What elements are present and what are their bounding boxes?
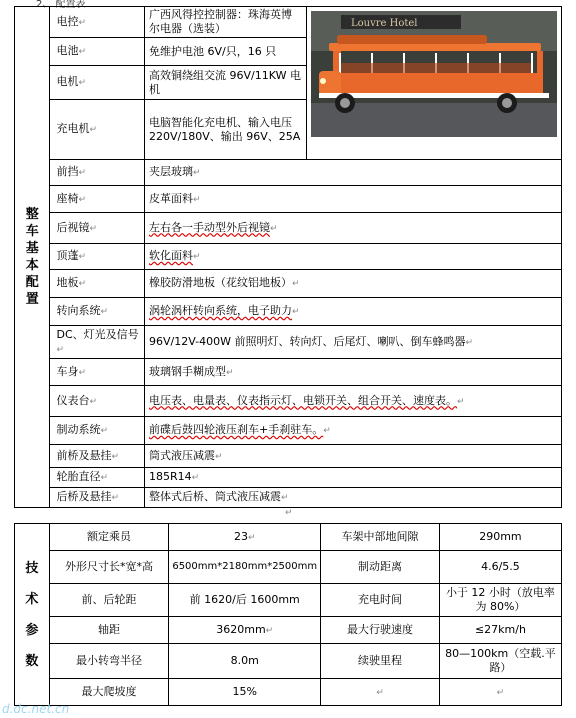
config-label: 电池↵ bbox=[50, 38, 145, 66]
config-value: 橡胶防滑地板（花纹铝地板）↵ bbox=[145, 270, 562, 298]
spec-key: 最大爬坡度 bbox=[49, 679, 169, 706]
config-value: 皮革面料↵ bbox=[145, 186, 562, 213]
config-value: 185R14↵ bbox=[145, 468, 562, 488]
spec-value: 小于 12 小时（放电率为 80%） bbox=[439, 584, 561, 617]
spec-key: 前、后轮距 bbox=[49, 584, 169, 617]
config-value: 整体式后桥、筒式液压减震↵ bbox=[145, 488, 562, 508]
spec-value: ≤27km/h bbox=[439, 617, 561, 644]
spec-key: 车架中部地间隙 bbox=[321, 524, 440, 551]
spec-value: 8.0m bbox=[169, 644, 321, 679]
config-label: 后视镜↵ bbox=[50, 213, 145, 244]
spec-value: 6500mm*2180mm*2500mm bbox=[169, 551, 321, 584]
config-label: 地板↵ bbox=[50, 270, 145, 298]
config-label: 电机↵ bbox=[50, 66, 145, 100]
vehicle-photo bbox=[311, 11, 557, 137]
spec-key: 额定乘员 bbox=[49, 524, 169, 551]
config-value: 96V/12V-400W 前照明灯、转向灯、后尾灯、喇叭、倒车蜂鸣器↵ bbox=[145, 326, 562, 359]
config-value: 筒式液压减震↵ bbox=[145, 445, 562, 468]
config-label: 仪表台↵ bbox=[50, 386, 145, 417]
config-label: 后桥及悬挂↵ bbox=[50, 488, 145, 508]
spec-key: 充电时间 bbox=[321, 584, 440, 617]
spec-key: 最大行驶速度 bbox=[321, 617, 440, 644]
photo-sign-text: Louvre Hotel bbox=[350, 18, 418, 29]
config-label: 前挡↵ bbox=[50, 160, 145, 186]
config-label: 轮胎直径↵ bbox=[50, 468, 145, 488]
config-value: 电压表、电量表、仪表指示灯、电锁开关、组合开关、速度表。↵ bbox=[145, 386, 562, 417]
spec-key: 外形尺寸长*宽*高 bbox=[49, 551, 169, 584]
section-header-text: 2、 配置表 bbox=[36, 0, 86, 8]
config-label: 转向系统↵ bbox=[50, 298, 145, 326]
config-table bbox=[14, 6, 562, 508]
config-label: 前桥及悬挂↵ bbox=[50, 445, 145, 468]
config-label: DC、灯光及信号↵ bbox=[50, 326, 145, 359]
config-label: 座椅↵ bbox=[50, 186, 145, 213]
spec-key: 制动距离 bbox=[321, 551, 440, 584]
config-value: 高效铜绕组交流 96V/11KW 电机 bbox=[145, 66, 307, 100]
specs-section-title: 技 术 参 数 bbox=[15, 524, 50, 706]
config-label: 车身↵ bbox=[50, 359, 145, 386]
site-watermark: d.dc.net.cn bbox=[2, 702, 70, 716]
spec-key: 轴距 bbox=[49, 617, 169, 644]
spec-value: 15% bbox=[169, 679, 321, 706]
spec-key: 最小转弯半径 bbox=[49, 644, 169, 679]
spec-key: 续驶里程 bbox=[321, 644, 440, 679]
config-value: 广西风得控控制器：珠海英博尔电器（选装） bbox=[145, 7, 307, 38]
spec-value: 3620mm↵ bbox=[169, 617, 321, 644]
config-value: 夹层玻璃↵ bbox=[145, 160, 562, 186]
spec-key: ↵ bbox=[321, 679, 440, 706]
config-label: 制动系统↵ bbox=[50, 417, 145, 445]
config-label: 电控↵ bbox=[50, 7, 145, 38]
config-value: 软化面料↵ bbox=[145, 244, 562, 270]
config-value: 涡轮涡杆转向系统，电子助力↵ bbox=[145, 298, 562, 326]
specs-table bbox=[14, 523, 562, 706]
spec-value: 290mm bbox=[439, 524, 561, 551]
config-section-title: 整 车 基 本 配 置 bbox=[15, 7, 50, 508]
config-value: 电脑智能化充电机、输入电压 220V/180V、输出 96V、25A bbox=[145, 100, 307, 160]
spec-value: 4.6/5.5 bbox=[439, 551, 561, 584]
config-value: 左右各一手动型外后视镜↵ bbox=[145, 213, 562, 244]
config-value: 玻璃钢手糊成型↵ bbox=[145, 359, 562, 386]
spec-value: 80—100km（空载.平路） bbox=[439, 644, 561, 679]
spec-value: ↵ bbox=[439, 679, 561, 706]
spec-value: 23↵ bbox=[169, 524, 321, 551]
sightseeing-bus-image bbox=[311, 11, 557, 137]
config-label: 充电机↵ bbox=[50, 100, 145, 160]
vehicle-photo-cell bbox=[306, 7, 561, 160]
spec-value: 前 1620/后 1600mm bbox=[169, 584, 321, 617]
config-label: 顶蓬↵ bbox=[50, 244, 145, 270]
config-value: 免维护电池 6V/只，16 只 bbox=[145, 38, 307, 66]
config-value: 前碟后鼓四轮液压刹车+手刹驻车。↵ bbox=[145, 417, 562, 445]
paragraph-mark: ↵ bbox=[285, 508, 293, 518]
